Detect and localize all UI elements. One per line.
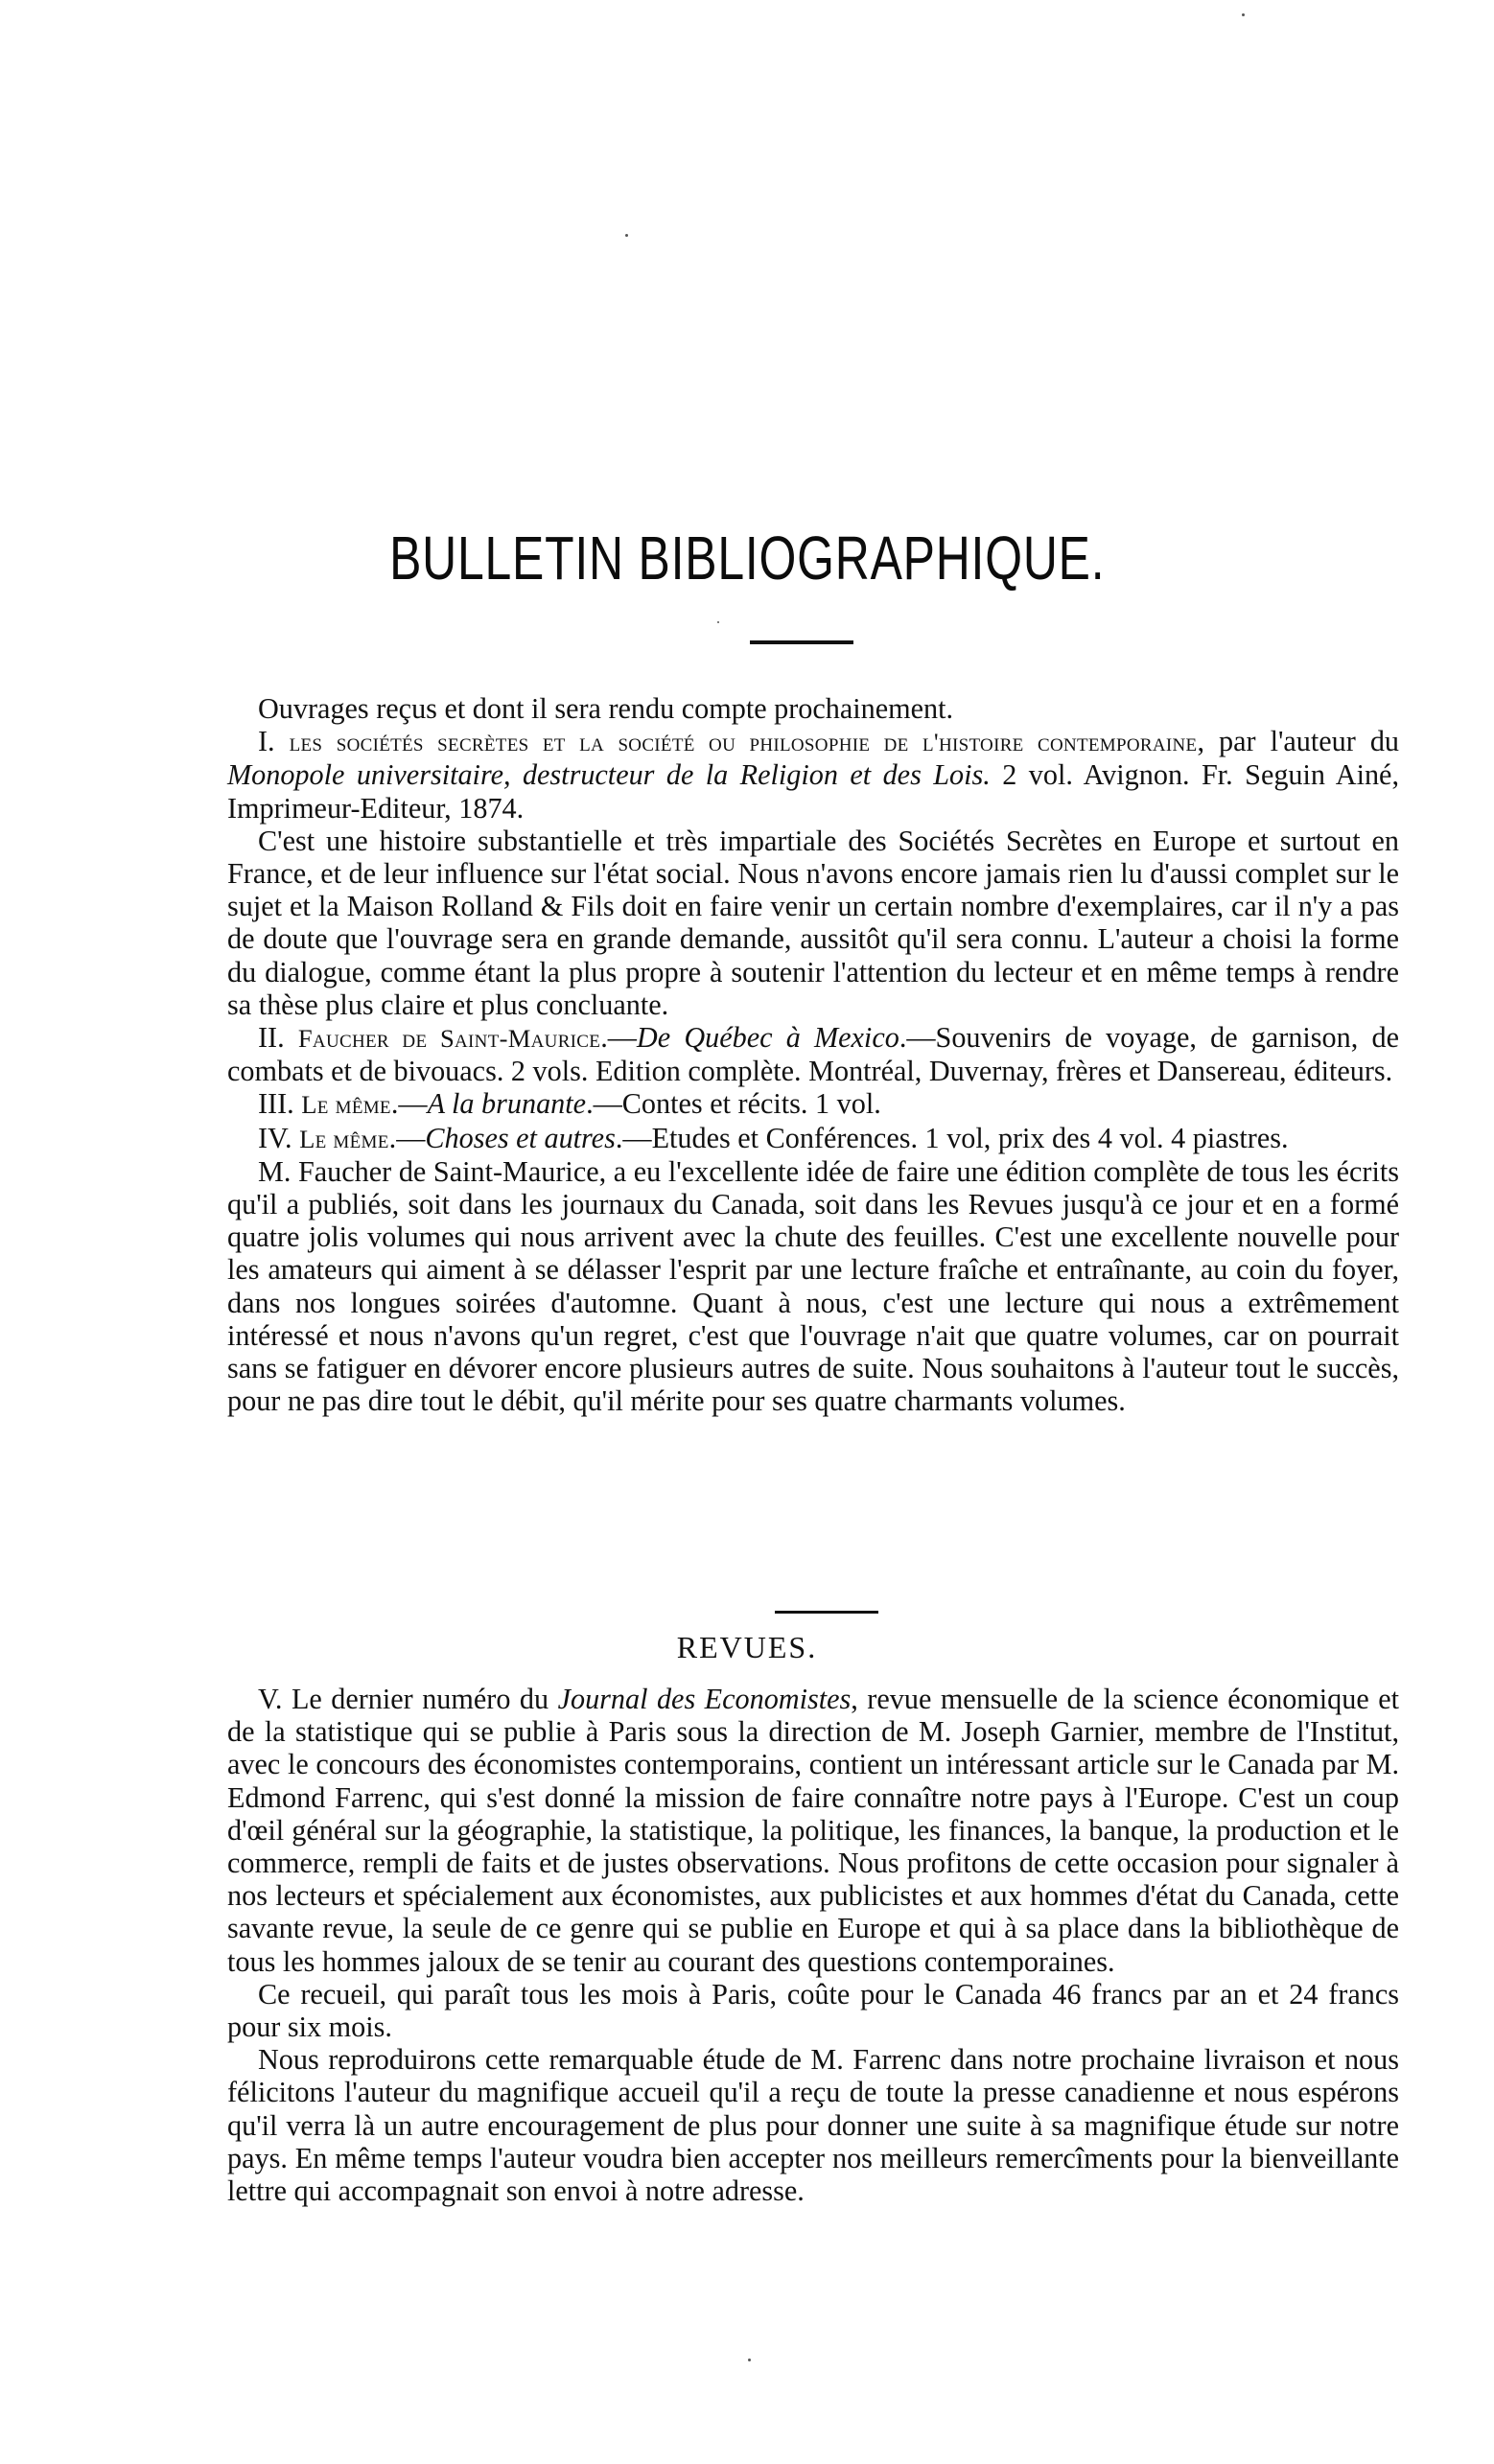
revues-section <box>227 1683 1399 2207</box>
entry-iii-author: Le même <box>301 1090 391 1120</box>
revues-heading: REVUES. <box>676 1630 818 1664</box>
entry-iii <box>227 1087 1399 1121</box>
title-divider <box>750 640 853 644</box>
entry-iv-numeral: IV. <box>258 1121 292 1154</box>
entry-iv <box>227 1122 1399 1155</box>
entry-iv-author: Le même <box>299 1124 389 1153</box>
page-title: BULLETIN BIBLIOGRAPHIQUE. <box>389 523 1106 593</box>
entry-iv-dash: .— <box>388 1121 426 1154</box>
entry-v-numeral: V. <box>258 1683 283 1715</box>
entry-iii-work: A la brunante <box>427 1087 587 1121</box>
entry-i-review: C'est une histoire substantielle et très impartiale des Sociétés Secrètes en Europe et surtout en France, et de leur influence sur l'état social. Nous n'avons encore jamais rien lu d'aussi complet sur le sujet et la Maison Rolland & Fils doit en faire venir un certain nombre d'exemplaires, car il n'y a pas de doute que l'ouvrage sera en grande demande, aussitôt qu'il sera connu. L'auteur a choisi la forme du dialogue, comme étant la plus propre à soutenir l'attention du lecteur et en même temps à rendre sa thèse plus claire et plus concluante. <box>227 824 1399 1021</box>
ink-speck <box>1242 13 1245 16</box>
entry-iii-dash: .— <box>390 1087 428 1121</box>
entry-i <box>227 725 1399 825</box>
entry-i-work: Monopole universitaire, destructeur de la Religion et des Lois. <box>227 758 991 792</box>
entry-i-details: 2 vol. Avignon. Fr. Seguin Ainé, Imprimeur-Editeur, 1874. <box>227 758 1399 825</box>
entry-ii <box>227 1021 1399 1087</box>
entry-iii-details: .—Contes et récits. 1 vol. <box>586 1087 881 1121</box>
entry-iv-work: Choses et autres <box>425 1121 616 1154</box>
entry-v <box>227 1683 1399 1978</box>
entry-ii-work: De Québec à Mexico <box>636 1021 899 1055</box>
revue-price: Ce recueil, qui paraît tous les mois à Paris, coûte pour le Canada 46 francs par an et 24 francs pour six mois. <box>227 1977 1399 2044</box>
ink-speck <box>748 2359 751 2361</box>
ink-speck <box>717 621 719 623</box>
entry-ii-author: Faucher de Saint-Maurice <box>297 1024 601 1054</box>
entry-iii-numeral: III. <box>258 1087 294 1121</box>
entry-iv-details: .—Etudes et Conférences. 1 vol, prix des 4 vol. 4 piastres. <box>615 1121 1289 1154</box>
revue-closing: Nous reproduirons cette remarquable étude de M. Farrenc dans notre prochaine livraison et nous félicitons l'auteur du magnifique accueil qu'il a reçu de toute la presse canadienne et nous espérons qu'il verra là un autre encouragement de plus pour donner une suite à sa magnifique étude sur notre pays. En même temps l'auteur voudra bien accepter nos meilleurs remercîments pour la bienveillante lettre qui accompagnait son envoi à notre adresse. <box>227 2043 1399 2208</box>
ink-speck <box>625 234 628 237</box>
intro-line: Ouvrages reçus et dont il sera rendu compte prochainement. <box>258 692 954 725</box>
entry-i-title: les sociétés secrètes et la société ou philosophie de l'histoire contemporaine <box>289 728 1198 757</box>
entry-i-numeral: I. <box>258 725 275 758</box>
entry-v-text: , revue mensuelle de la science économique et de la statistique qui se publie à Paris sous la direction de M. Joseph Garnier, membre de l'Institut, avec le concours des économistes contemporains, contient un intéressant article sur le Canada par M. Edmond Farrenc, qui s'est donné la mission de faire connaître notre pays à l'Europe. C'est un coup d'œil général sur la géographie, la statistique, la politique, les finances, la banque, la production et le commerce, rempli de faits et de justes observations. Nous profitons de cette occasion pour signaler à nos lecteurs et spécialement aux économistes, aux publicistes et aux hommes d'état du Canada, cette savante revue, la seule de ce genre qui se publie en Europe et qui à sa place dans la bibliothèque de tous les hommes jaloux de se tenir au courant des questions contemporaines. <box>227 1683 1400 1978</box>
entry-i-by: , par l'auteur du <box>1197 725 1400 758</box>
entry-ii-details: .—Souvenirs de voyage, de garnison, de combats et de bivouacs. 2 vols. Edition complète. Montréal, Duvernay, frères et Dansereau, éditeurs. <box>227 1021 1399 1088</box>
entry-v-journal: Journal des Economistes <box>557 1683 852 1715</box>
entry-ii-numeral: II. <box>258 1021 285 1055</box>
faucher-review: M. Faucher de Saint-Maurice, a eu l'excellente idée de faire une édition complète de tous les écrits qu'il a publiés, soit dans les journaux du Canada, soit dans les Revues jusqu'à ce jour et en a formé quatre jolis volumes qui nous arrivent avec la chute des feuilles. C'est une excellente nouvelle pour les amateurs qui aiment à se délasser l'esprit par une lecture fraîche et entraînante, au coin du foyer, dans nos longues soirées d'automne. Quant à nous, c'est une lecture qui nous a extrêmement intéressé et nous n'avons qu'un regret, c'est que l'ouvrage n'ait que quatre volumes, car on pourrait sans se fatiguer en dévorer encore plusieurs autres de suite. Nous souhaitons à l'auteur tout le succès, pour ne pas dire tout le débit, qu'il mérite pour ses quatre charmants volumes. <box>227 1154 1399 1418</box>
bibliography-section <box>227 692 1399 1417</box>
entry-ii-dash: .— <box>600 1021 637 1055</box>
entry-v-pre: Le dernier numéro du <box>282 1683 558 1715</box>
section-divider <box>775 1611 878 1614</box>
